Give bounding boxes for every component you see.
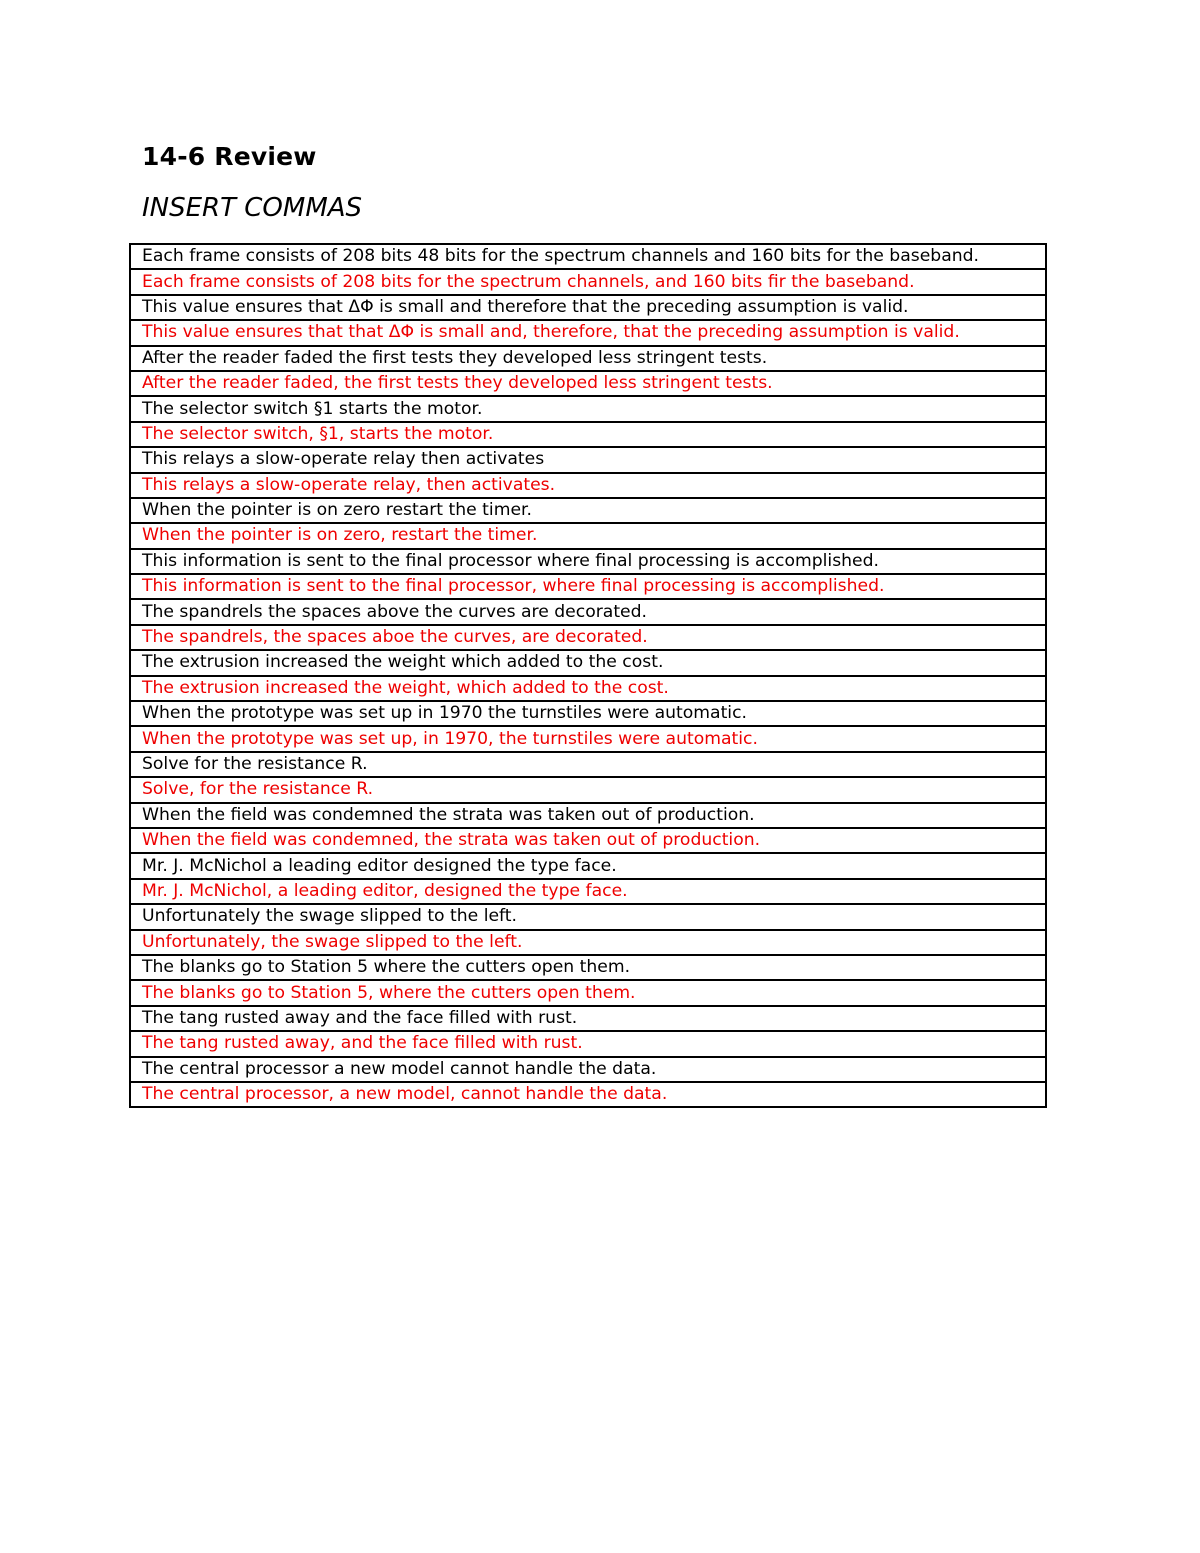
question-row [130, 701, 1046, 726]
question-row [130, 549, 1046, 574]
question-sentence: Unfortunately the swage slipped to the left. [130, 904, 1046, 929]
answer-row [130, 371, 1046, 396]
answer-sentence: The tang rusted away, and the face filled with rust. [130, 1031, 1046, 1056]
answer-sentence: This information is sent to the final processor, where final processing is accomplished. [130, 574, 1046, 599]
answer-row [130, 676, 1046, 701]
page-title: 14-6 Review [142, 142, 317, 171]
answer-sentence: The central processor, a new model, cannot handle the data. [130, 1082, 1046, 1107]
question-row [130, 1057, 1046, 1082]
question-sentence: The central processor a new model cannot handle the data. [130, 1057, 1046, 1082]
answer-sentence: When the field was condemned, the strata was taken out of production. [130, 828, 1046, 853]
answer-row [130, 1082, 1046, 1107]
section-subtitle: INSERT COMMAS [142, 193, 363, 223]
question-row [130, 955, 1046, 980]
question-row [130, 1006, 1046, 1031]
answer-row [130, 726, 1046, 751]
answer-sentence: Each frame consists of 208 bits for the spectrum channels, and 160 bits fir the baseband. [130, 269, 1046, 294]
question-row [130, 904, 1046, 929]
question-sentence: The extrusion increased the weight which added to the cost. [130, 650, 1046, 675]
answer-row [130, 422, 1046, 447]
exercise-table-body [130, 244, 1046, 1107]
answer-row [130, 879, 1046, 904]
answer-sentence: This value ensures that that ΔΦ is small and, therefore, that the preceding assumption is valid. [130, 320, 1046, 345]
answer-row [130, 473, 1046, 498]
answer-sentence: The extrusion increased the weight, which added to the cost. [130, 676, 1046, 701]
question-sentence: The blanks go to Station 5 where the cutters open them. [130, 955, 1046, 980]
answer-row [130, 828, 1046, 853]
question-row [130, 295, 1046, 320]
answer-sentence: The selector switch, §1, starts the motor. [130, 422, 1046, 447]
question-sentence: This information is sent to the final processor where final processing is accomplished. [130, 549, 1046, 574]
answer-row [130, 777, 1046, 802]
question-sentence: Solve for the resistance R. [130, 752, 1046, 777]
question-sentence: When the pointer is on zero restart the timer. [130, 498, 1046, 523]
question-row [130, 650, 1046, 675]
question-row [130, 498, 1046, 523]
question-sentence: Mr. J. McNichol a leading editor designed the type face. [130, 853, 1046, 878]
answer-row [130, 574, 1046, 599]
answer-row [130, 980, 1046, 1005]
answer-row [130, 523, 1046, 548]
question-row [130, 599, 1046, 624]
question-row [130, 396, 1046, 421]
answer-row [130, 625, 1046, 650]
answer-row [130, 269, 1046, 294]
answer-sentence: Mr. J. McNichol, a leading editor, designed the type face. [130, 879, 1046, 904]
question-sentence: This relays a slow-operate relay then activates [130, 447, 1046, 472]
answer-sentence: When the pointer is on zero, restart the timer. [130, 523, 1046, 548]
question-row [130, 853, 1046, 878]
question-sentence: Each frame consists of 208 bits 48 bits for the spectrum channels and 160 bits for the baseband. [130, 244, 1046, 269]
answer-sentence: The spandrels, the spaces aboe the curves, are decorated. [130, 625, 1046, 650]
answer-sentence: After the reader faded, the first tests they developed less stringent tests. [130, 371, 1046, 396]
question-sentence: The spandrels the spaces above the curves are decorated. [130, 599, 1046, 624]
answer-sentence: When the prototype was set up, in 1970, the turnstiles were automatic. [130, 726, 1046, 751]
answer-row [130, 930, 1046, 955]
question-row [130, 447, 1046, 472]
question-sentence: After the reader faded the first tests they developed less stringent tests. [130, 346, 1046, 371]
question-row [130, 244, 1046, 269]
question-sentence: When the field was condemned the strata was taken out of production. [130, 803, 1046, 828]
answer-row [130, 320, 1046, 345]
answer-sentence: Solve, for the resistance R. [130, 777, 1046, 802]
question-sentence: This value ensures that ΔΦ is small and therefore that the preceding assumption is valid. [130, 295, 1046, 320]
question-sentence: The selector switch §1 starts the motor. [130, 396, 1046, 421]
answer-row [130, 1031, 1046, 1056]
question-row [130, 803, 1046, 828]
question-sentence: When the prototype was set up in 1970 the turnstiles were automatic. [130, 701, 1046, 726]
answer-sentence: Unfortunately, the swage slipped to the left. [130, 930, 1046, 955]
answer-sentence: The blanks go to Station 5, where the cutters open them. [130, 980, 1046, 1005]
exercise-table [129, 243, 1047, 1108]
question-sentence: The tang rusted away and the face filled with rust. [130, 1006, 1046, 1031]
question-row [130, 346, 1046, 371]
question-row [130, 752, 1046, 777]
answer-sentence: This relays a slow-operate relay, then activates. [130, 473, 1046, 498]
